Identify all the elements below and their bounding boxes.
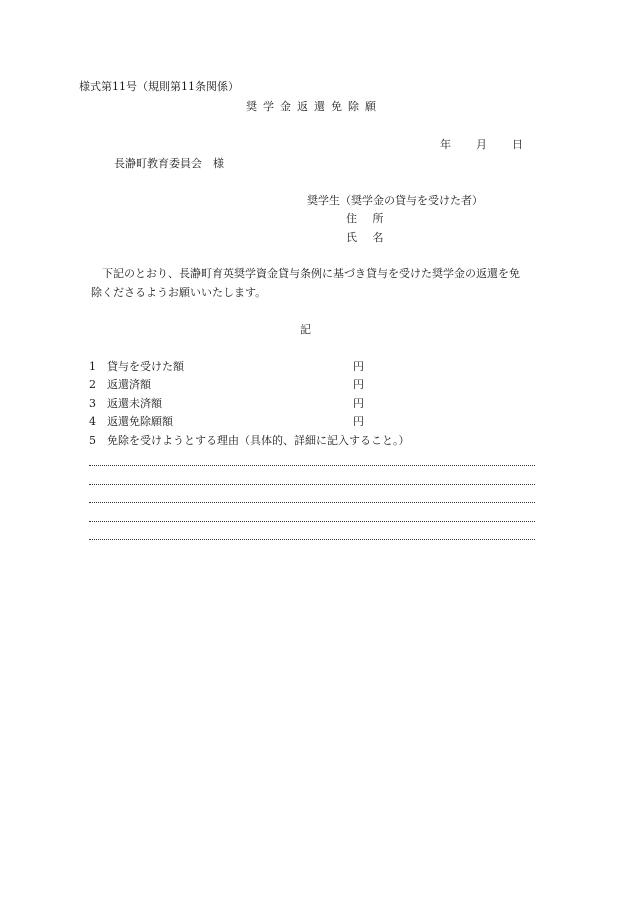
reason-dotted-line <box>89 521 535 522</box>
list-item <box>0 397 630 413</box>
section-heading: 記 <box>300 323 311 336</box>
body-line-2: 除くださるようお願いいたします。 <box>91 286 267 299</box>
document-title: 奨学金返還免除願 <box>246 100 382 113</box>
date-month-label: 月 <box>476 138 487 151</box>
addressee-honorific: 様 <box>213 157 224 170</box>
item-unit: 円 <box>353 378 364 391</box>
item-unit: 円 <box>353 360 364 373</box>
item-number: 4 <box>89 415 96 428</box>
item-number: 1 <box>89 360 96 373</box>
form-number: 様式第11号（規則第11条関係） <box>79 80 239 93</box>
item-number: 2 <box>89 378 96 391</box>
item-label: 免除を受けようとする理由（具体的、詳細に記入すること。） <box>107 434 410 447</box>
reason-dotted-line <box>89 465 535 466</box>
item-unit: 円 <box>353 397 364 410</box>
item-number: 3 <box>89 397 96 410</box>
list-item <box>0 415 630 431</box>
list-item <box>0 378 630 394</box>
reason-dotted-line <box>89 484 535 485</box>
item-label: 返還免除願額 <box>107 415 173 428</box>
date-day-label: 日 <box>512 138 523 151</box>
item-unit: 円 <box>353 415 364 428</box>
item-label: 貸与を受けた額 <box>107 360 184 373</box>
reason-dotted-line <box>89 539 535 540</box>
applicant-name-label: 氏 名 <box>346 231 390 244</box>
applicant-address-label: 住 所 <box>346 212 390 225</box>
body-line-1: 下記のとおり、長瀞町育英奨学資金貸与条例に基づき貸与を受けた奨学金の返還を免 <box>102 267 520 280</box>
reason-dotted-line <box>89 502 535 503</box>
addressee-name: 長瀞町教育委員会 <box>114 157 202 170</box>
item-label: 返還済額 <box>107 378 151 391</box>
date-year-label: 年 <box>440 138 451 151</box>
item-number: 5 <box>89 434 96 447</box>
list-item <box>0 360 630 376</box>
item-label: 返還未済額 <box>107 397 162 410</box>
applicant-heading: 奨学生（奨学金の貸与を受けた者） <box>307 194 483 207</box>
list-item <box>0 434 630 450</box>
